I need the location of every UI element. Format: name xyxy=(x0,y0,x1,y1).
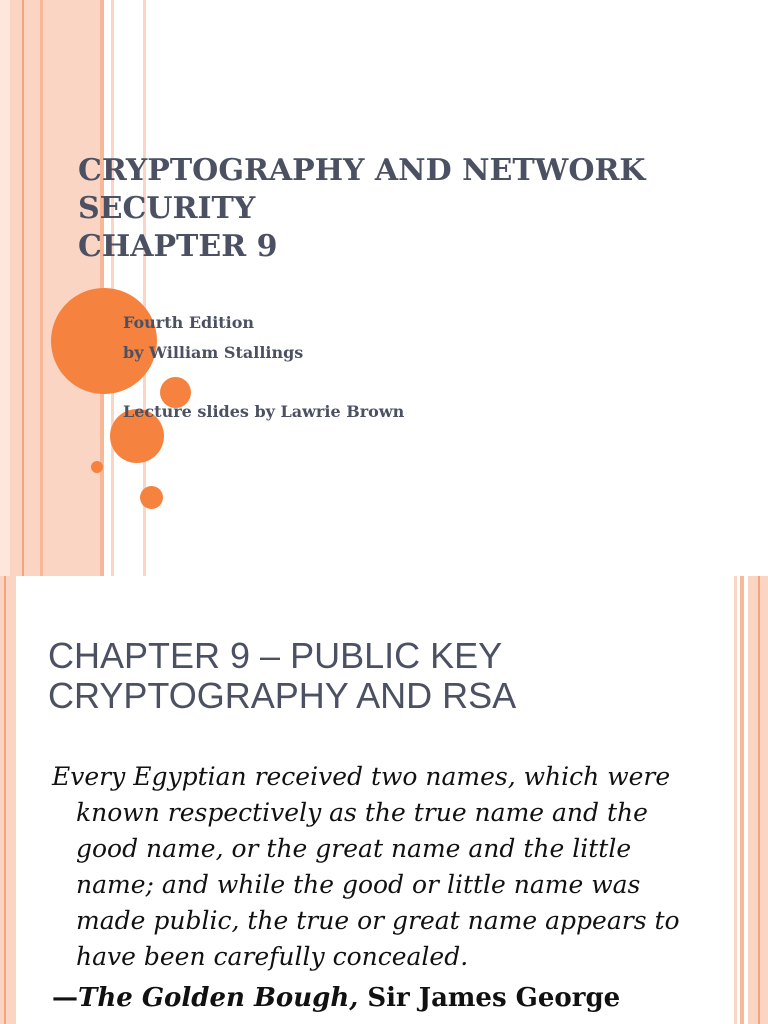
left-stripe-line xyxy=(22,0,24,576)
title-line: CRYPTOGRAPHY AND NETWORK xyxy=(78,153,646,188)
quote-attribution xyxy=(52,980,742,1016)
title-line: CRYPTOGRAPHY AND RSA xyxy=(48,675,517,716)
left-stripe-band xyxy=(0,576,16,1024)
slide-title xyxy=(78,152,738,266)
left-stripe-outer xyxy=(0,0,10,576)
left-stripe-line xyxy=(4,576,6,1024)
large-orange-circle xyxy=(51,288,157,394)
small-orange-circle xyxy=(140,486,163,509)
author-text: by William Stallings xyxy=(123,343,304,362)
attribution-author: Sir James George xyxy=(358,983,621,1013)
quote-line: have been carefully concealed. xyxy=(76,942,469,971)
quote-line: good name, or the great name and the little xyxy=(76,834,632,863)
quote-line: name; and while the good or little name was xyxy=(76,870,641,899)
slide-title xyxy=(48,636,738,716)
title-line: SECURITY xyxy=(78,191,256,226)
lecture-credit-text: Lecture slides by Lawrie Brown xyxy=(123,402,405,421)
title-line: CHAPTER 9 xyxy=(78,229,278,264)
left-stripe-line xyxy=(40,0,43,576)
right-stripe-line xyxy=(758,576,760,1024)
edition-text: Fourth Edition xyxy=(123,313,255,332)
epigraph-quote xyxy=(52,759,732,975)
quote-line: made public, the true or great name appears to xyxy=(76,906,680,935)
quote-line: Every Egyptian received two names, which were xyxy=(52,762,671,791)
quote-line: known respectively as the true name and the xyxy=(76,798,648,827)
attribution-work: The Golden Bough, xyxy=(78,983,359,1013)
tiny-orange-circle xyxy=(91,461,103,473)
attribution-dash: — xyxy=(52,983,78,1013)
right-stripe-line xyxy=(740,576,744,1024)
content-slide xyxy=(0,576,768,1024)
title-line: CHAPTER 9 – PUBLIC KEY xyxy=(48,635,503,676)
